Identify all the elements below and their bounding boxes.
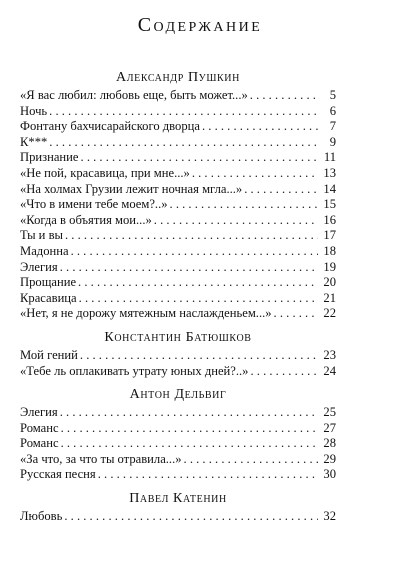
section-pushkin xyxy=(20,68,336,322)
dot-leader xyxy=(81,150,318,166)
dot-leader xyxy=(250,88,318,104)
toc-entry xyxy=(20,306,336,322)
entry-page: 22 xyxy=(323,306,336,321)
toc-entry xyxy=(20,509,336,525)
entry-page: 29 xyxy=(323,451,336,466)
entry-page: 25 xyxy=(323,405,336,420)
table-of-contents xyxy=(20,68,336,525)
dot-leader xyxy=(61,436,318,452)
entry-page: 28 xyxy=(323,436,336,451)
entry-page: 17 xyxy=(323,228,336,243)
entry-title: Романс xyxy=(20,420,59,435)
toc-entry xyxy=(20,150,336,166)
dot-leader xyxy=(49,104,318,120)
entry-page: 6 xyxy=(329,103,336,118)
entry-page: 18 xyxy=(323,243,336,258)
author-heading: Константин Батюшков xyxy=(104,329,252,345)
entry-page: 14 xyxy=(323,181,336,196)
entry-page: 15 xyxy=(323,197,336,212)
entry-title: «Когда в объятия мои...» xyxy=(20,212,152,227)
entry-page: 23 xyxy=(323,347,336,362)
toc-entry xyxy=(20,244,336,260)
entry-page: 30 xyxy=(323,467,336,482)
entry-title: «Что в имени тебе моем?..» xyxy=(20,197,168,212)
entry-title: «Я вас любил: любовь еще, быть может...» xyxy=(20,88,248,102)
entry-title: Романс xyxy=(20,436,59,451)
toc-entry xyxy=(20,119,336,135)
dot-leader xyxy=(202,119,318,135)
entry-title: Любовь xyxy=(20,509,63,524)
entry-title: «За что, за что ты отравила...» xyxy=(20,451,182,466)
dot-leader xyxy=(244,182,318,198)
toc-entry xyxy=(20,436,336,452)
section-katenin xyxy=(20,489,336,525)
dot-leader xyxy=(170,197,318,213)
entry-page: 20 xyxy=(323,275,336,290)
section-delvig xyxy=(20,385,336,483)
entry-title: Признание xyxy=(20,150,79,165)
entry-title: Элегия xyxy=(20,259,58,274)
entry-title: Мой гений xyxy=(20,347,78,362)
toc-entry xyxy=(20,421,336,437)
dot-leader xyxy=(61,421,318,437)
toc-entry xyxy=(20,104,336,120)
entry-title: Ночь xyxy=(20,103,48,118)
entry-page: 13 xyxy=(323,165,336,180)
dot-leader xyxy=(60,260,318,276)
entry-page: 24 xyxy=(323,363,336,378)
toc-entry xyxy=(20,452,336,468)
author-heading: Александр Пушкин xyxy=(116,70,240,85)
dot-leader xyxy=(80,348,318,364)
entry-title: Красавица xyxy=(20,290,77,305)
entry-title: «На холмах Грузии лежит ночная мгла...» xyxy=(20,181,243,196)
toc-entry xyxy=(20,228,336,244)
dot-leader xyxy=(71,244,318,260)
entry-title: Мадонна xyxy=(20,243,69,258)
toc-entry xyxy=(20,405,336,421)
entry-title: К*** xyxy=(20,134,48,149)
entry-page: 21 xyxy=(323,290,336,305)
dot-leader xyxy=(184,452,318,468)
entry-page: 7 xyxy=(329,119,336,134)
toc-entry xyxy=(20,166,336,182)
toc-entry xyxy=(20,467,336,483)
dot-leader xyxy=(98,467,318,483)
toc-entry xyxy=(20,213,336,229)
toc-entry xyxy=(20,197,336,213)
dot-leader xyxy=(192,166,318,182)
dot-leader xyxy=(78,275,318,291)
entry-title: Элегия xyxy=(20,405,58,420)
toc-entry xyxy=(20,348,336,364)
entry-title: «Нет, я не дорожу мятежным наслажденьем...» xyxy=(20,306,272,321)
toc-entry xyxy=(20,275,336,291)
entry-title: Прощание xyxy=(20,275,77,290)
entry-page: 32 xyxy=(323,509,336,524)
dot-leader xyxy=(65,228,318,244)
entry-page: 27 xyxy=(323,420,336,435)
section-batyushkov xyxy=(20,328,336,379)
dot-leader xyxy=(64,509,318,525)
entry-title: Ты и вы xyxy=(20,228,63,243)
toc-entry xyxy=(20,135,336,151)
entry-title: «Не пой, красавица, при мне...» xyxy=(20,165,190,180)
toc-entry xyxy=(20,260,336,276)
dot-leader xyxy=(79,291,318,307)
dot-leader xyxy=(250,364,318,380)
entry-page: 9 xyxy=(329,134,336,149)
entry-page: 5 xyxy=(329,88,336,102)
dot-leader xyxy=(154,213,318,229)
entry-page: 11 xyxy=(323,150,336,165)
dot-leader xyxy=(49,135,318,151)
toc-entry xyxy=(20,364,336,380)
author-heading: Антон Дельвиг xyxy=(129,387,227,403)
entry-title: Русская песня xyxy=(20,467,96,482)
entry-page: 19 xyxy=(323,259,336,274)
dot-leader xyxy=(274,306,318,322)
page-title: Содержание xyxy=(137,14,263,36)
author-heading: Павел Катенин xyxy=(129,491,227,507)
entry-title: Фонтану бахчисарайского дворца xyxy=(20,119,200,134)
toc-entry xyxy=(20,182,336,198)
toc-entry xyxy=(20,291,336,307)
dot-leader xyxy=(60,405,318,421)
entry-page: 16 xyxy=(323,212,336,227)
entry-title: «Тебе ль оплакивать утрату юных дней?..» xyxy=(20,363,249,378)
toc-entry xyxy=(20,88,336,104)
